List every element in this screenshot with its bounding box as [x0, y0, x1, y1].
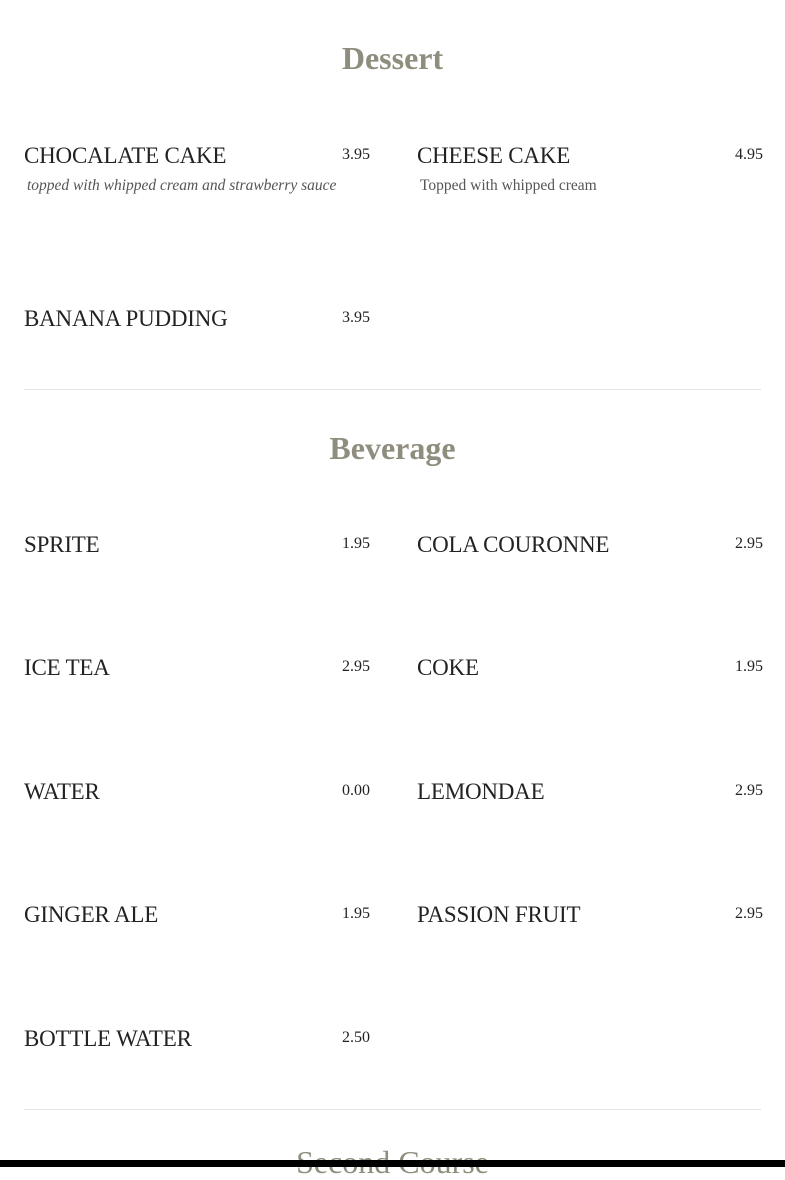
- menu-item-name: GINGER ALE: [24, 902, 159, 927]
- menu-item-price: 2.50: [342, 1029, 370, 1046]
- menu-item-description: Topped with whipped cream: [420, 177, 597, 194]
- section-divider: [24, 1109, 761, 1110]
- menu-item-price: 2.95: [735, 905, 763, 922]
- menu-item-description: topped with whipped cream and strawberry sauce: [27, 177, 337, 194]
- menu-item-price: 2.95: [342, 658, 370, 675]
- menu-item-name: SPRITE: [24, 532, 100, 557]
- menu-item-name: PASSION FRUIT: [417, 902, 581, 927]
- menu-item-price: 3.95: [342, 309, 370, 326]
- menu-item-name: LEMONDAE: [417, 779, 545, 804]
- menu-item-name: CHOCALATE CAKE: [24, 143, 227, 168]
- menu-item-name: BANANA PUDDING: [24, 306, 228, 331]
- bottom-bar: [0, 1160, 785, 1167]
- section-divider: [24, 389, 761, 390]
- menu-item-price: 4.95: [735, 146, 763, 163]
- menu-item-price: 1.95: [735, 658, 763, 675]
- menu-item-name: COKE: [417, 655, 479, 680]
- section-title-beverage: Beverage: [329, 430, 456, 466]
- menu-item-price: 1.95: [342, 905, 370, 922]
- section-title-dessert: Dessert: [341, 40, 444, 76]
- menu-item-price: 2.95: [735, 782, 763, 799]
- menu-item-price: 1.95: [342, 535, 370, 552]
- menu-item-name: WATER: [24, 779, 100, 804]
- section-title-next: [0, 1146, 785, 1160]
- menu-item-name: BOTTLE WATER: [24, 1026, 192, 1051]
- menu-item-name: ICE TEA: [24, 655, 110, 680]
- menu-item-price: 0.00: [342, 782, 370, 799]
- menu-item-price: 2.95: [735, 535, 763, 552]
- menu-item-name: COLA COURONNE: [417, 532, 610, 557]
- menu-item-name: CHEESE CAKE: [417, 143, 571, 168]
- menu-item-price: 3.95: [342, 146, 370, 163]
